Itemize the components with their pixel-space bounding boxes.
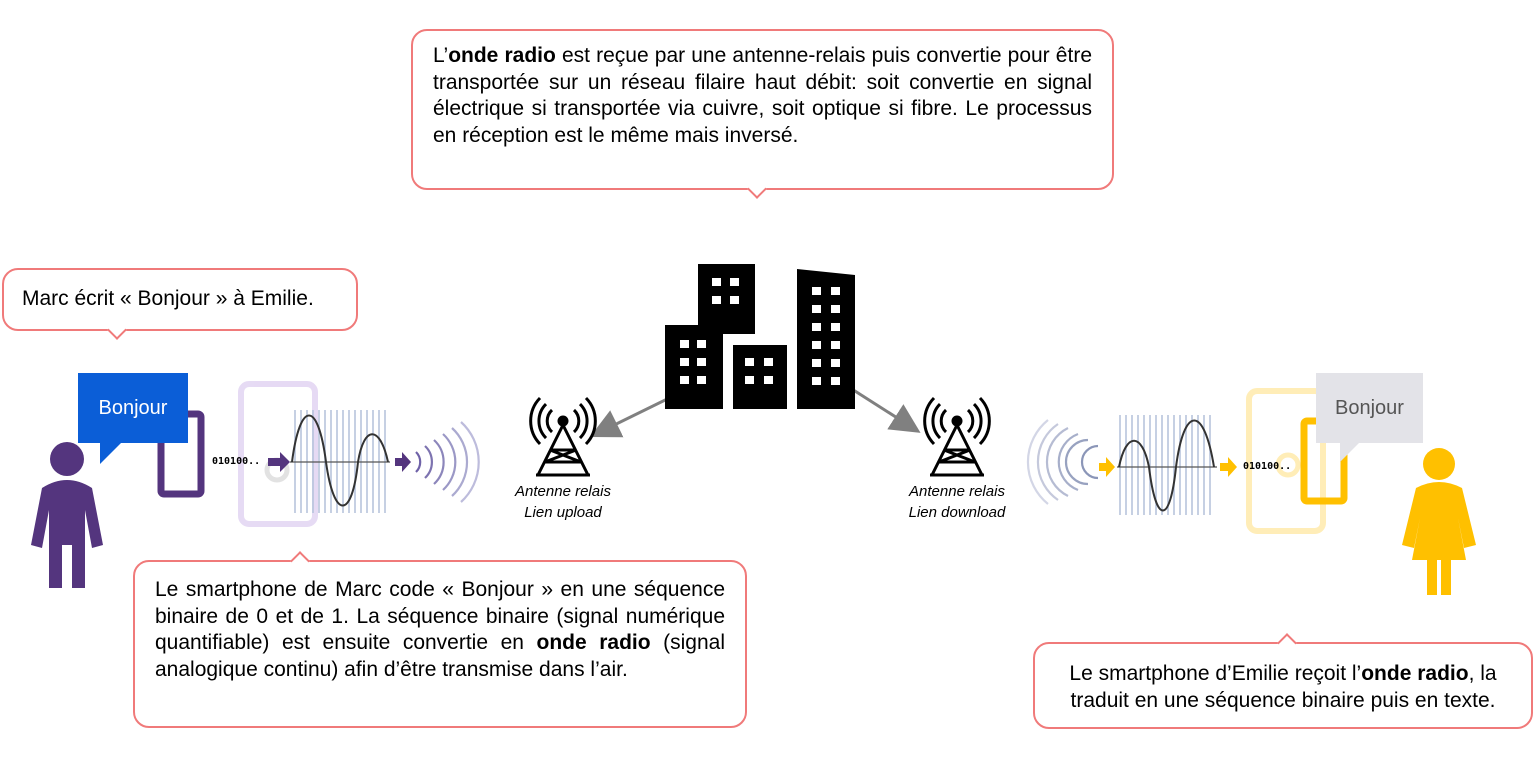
- marc-radio-waves-icon: [416, 422, 479, 502]
- callout-network-text-2: est reçue par une antenne-relais puis convertie pour être transportée sur un réseau filaire haut débit: soit convertie en signal électrique si transportée via cuivre, soit optique si fibre. Le processus en réception est le même mais inversé.: [433, 44, 1092, 147]
- callout-encode: [133, 560, 747, 728]
- callout-emilie-bold: onde radio: [1361, 662, 1469, 685]
- antenna-upload-icon: [531, 398, 596, 475]
- emilie-waveform-icon: [1117, 415, 1217, 515]
- callout-emilie-text-2: , la traduit en une séquence binaire puis en texte.: [1070, 662, 1497, 712]
- emilie-radio-waves-icon: [1028, 420, 1098, 504]
- marc-person-icon: [31, 442, 103, 588]
- callout-network-text-1: L’: [433, 44, 449, 67]
- binary-sequence-left: 010100..: [212, 456, 261, 467]
- marc-processing-phone-icon: [241, 384, 315, 524]
- received-message-bubble: [1316, 373, 1423, 443]
- antenna-download-line1: Antenne relais: [909, 483, 1005, 500]
- antenna-download-label: [882, 481, 1032, 523]
- callout-network-bold: onde radio: [448, 44, 556, 67]
- marc-waveform-icon: [290, 410, 390, 513]
- sent-message-text: Bonjour: [98, 396, 168, 419]
- buildings-icon: [665, 264, 855, 409]
- antenna-upload-label: [488, 481, 638, 523]
- callout-encode-text-2: (signal analogique continu) afin d’être transmise dans l’air.: [155, 631, 725, 681]
- callout-emilie-text-1: Le smartphone d’Emilie reçoit l’: [1069, 662, 1362, 685]
- callout-marc-text: Marc écrit « Bonjour » à Emilie.: [22, 287, 314, 310]
- callout-network: [411, 29, 1114, 190]
- emilie-person-icon: [1402, 448, 1476, 595]
- antenna-download-icon: [925, 398, 990, 475]
- antenna-download-line2: Lien download: [908, 504, 1006, 521]
- marc-arrow-out-icon: [395, 452, 411, 472]
- callout-marc: [2, 268, 358, 331]
- binary-sequence-right: 010100..: [1243, 461, 1292, 472]
- sent-message-bubble: [78, 373, 188, 443]
- callout-encode-text-1: Le smartphone de Marc code « Bonjour » en une séquence binaire de 0 et de 1. La séquence binaire (signal numérique quantifiable) est ensuite convertie en: [155, 578, 725, 654]
- emilie-arrow-out-icon: [1220, 457, 1237, 477]
- received-message-text: Bonjour: [1335, 396, 1404, 419]
- callout-emilie: [1033, 642, 1533, 729]
- emilie-arrow-in-icon: [1099, 457, 1115, 477]
- antenna-upload-line1: Antenne relais: [515, 483, 611, 500]
- antenna-upload-line2: Lien upload: [524, 504, 602, 521]
- callout-encode-bold: onde radio: [536, 631, 651, 654]
